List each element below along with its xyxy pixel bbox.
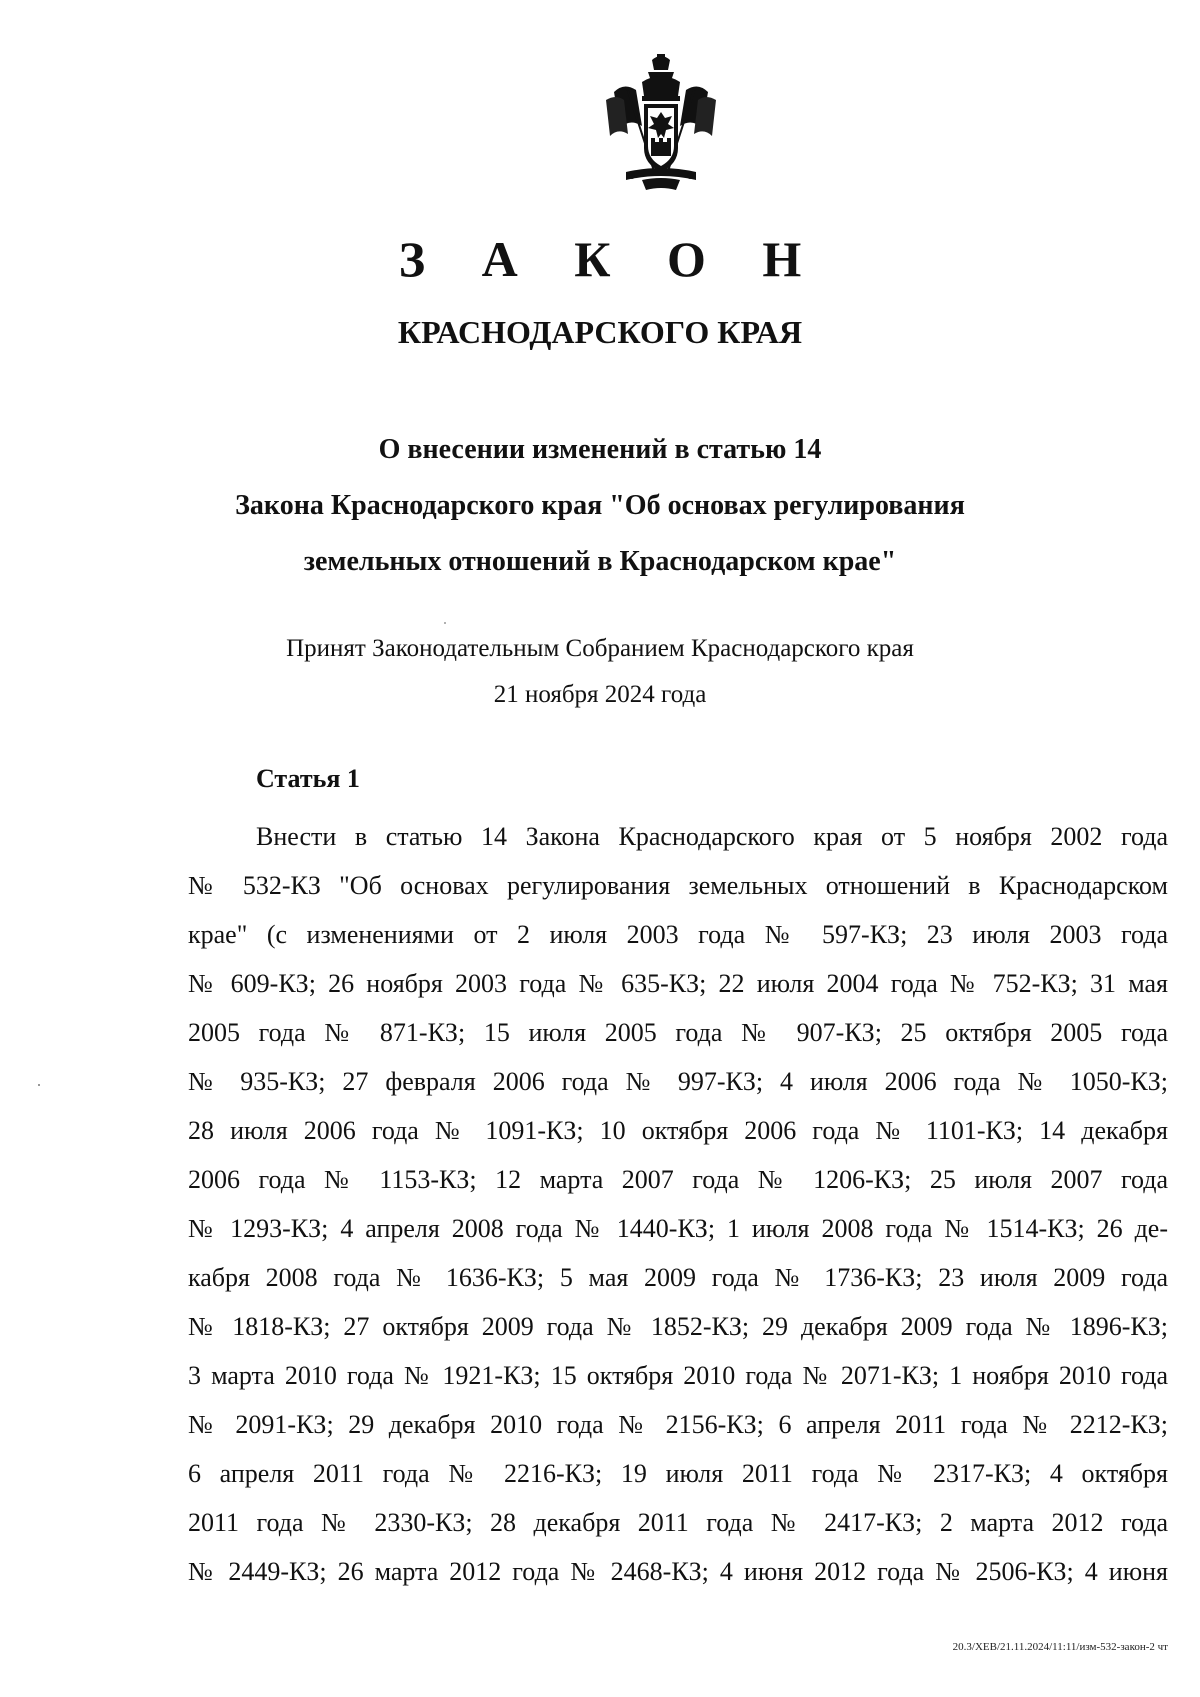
article-text-line: 2006 года № 1153-КЗ; 12 марта 2007 года № 1206-КЗ; 25 июля 2007 года [188,1165,1168,1194]
article-text-line: крае" (с изменениями от 2 июля 2003 года № 597-КЗ; 23 июля 2003 года [188,920,1168,949]
article-text-line: № 1818-КЗ; 27 октября 2009 года № 1852-КЗ; 29 декабря 2009 года № 1896-КЗ; [188,1312,1168,1341]
article-text-line: 2011 года № 2330-КЗ; 28 декабря 2011 года № 2417-КЗ; 2 марта 2012 года [188,1508,1168,1537]
article-heading: Статья 1 [256,764,360,793]
article-text-line: 28 июля 2006 года № 1091-КЗ; 10 октября 2006 года № 1101-КЗ; 14 декабря [188,1116,1168,1145]
region-heading: КРАСНОДАРСКОГО КРАЯ [397,314,803,350]
scan-speck [38,1084,40,1086]
article-text-line: 6 апреля 2011 года № 2216-КЗ; 19 июля 2011 года № 2317-КЗ; 4 октября [188,1459,1168,1488]
adoption-body: Принят Законодательным Собранием Краснодарского края [286,635,914,662]
coat-of-arms-icon [602,52,720,192]
article-text-line: кабря 2008 года № 1636-КЗ; 5 мая 2009 года № 1736-КЗ; 23 июля 2009 года [188,1263,1168,1292]
adoption-note [0,626,1200,718]
article-body [188,812,1168,1596]
article-text-line: № 935-КЗ; 27 февраля 2006 года № 997-КЗ; 4 июля 2006 года № 1050-КЗ; [188,1067,1168,1096]
document-registration-code: 20.3/ХЕВ/21.11.2024/11:11/изм-532-закон-2 чт [952,1641,1168,1653]
article-text-line: Внести в статью 14 Закона Краснодарского края от 5 ноября 2002 года [256,822,1168,851]
article-text-line: 3 марта 2010 года № 1921-КЗ; 15 октября 2010 года № 2071-КЗ; 1 ноября 2010 года [188,1361,1168,1390]
article-text-line: № 2091-КЗ; 29 декабря 2010 года № 2156-КЗ; 6 апреля 2011 года № 2212-КЗ; [188,1410,1168,1439]
law-title-line: земельных отношений в Краснодарском крае" [303,546,897,577]
article-text-line: № 609-КЗ; 26 ноября 2003 года № 635-КЗ; 22 июля 2004 года № 752-КЗ; 31 мая [188,969,1168,998]
law-title-line: О внесении изменений в статью 14 [378,434,822,465]
article-text-line: 2005 года № 871-КЗ; 15 июля 2005 года № 907-КЗ; 25 октября 2005 года [188,1018,1168,1047]
law-title [0,422,1200,590]
article-text-line: № 532-КЗ "Об основах регулирования земельных отношений в Краснодарском [188,871,1168,900]
scan-speck [444,622,446,624]
law-title-line: Закона Краснодарского края "Об основах регулирования [235,490,965,521]
adoption-date: 21 ноября 2024 года [493,681,707,708]
article-text-line: № 1293-КЗ; 4 апреля 2008 года № 1440-КЗ; 1 июля 2008 года № 1514-КЗ; 26 де- [188,1214,1168,1243]
article-text-line: № 2449-КЗ; 26 марта 2012 года № 2468-КЗ; 4 июня 2012 года № 2506-КЗ; 4 июня [188,1557,1168,1586]
document-type-heading: З А К О Н [398,231,824,287]
